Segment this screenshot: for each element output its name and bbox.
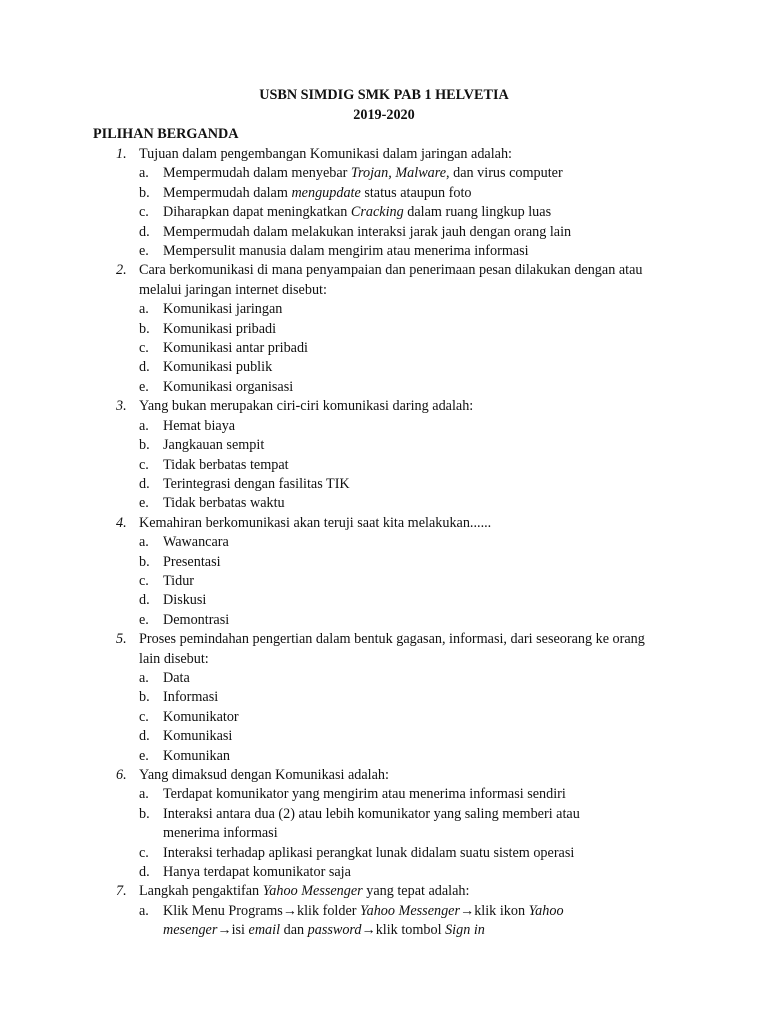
- question-number: 6.: [116, 767, 127, 783]
- option-text: Jangkauan sempit: [163, 437, 265, 454]
- question-row: [0, 514, 768, 533]
- question-item: [0, 145, 768, 261]
- exam-year: 2019-2020: [353, 107, 415, 123]
- answer-option: [0, 320, 768, 339]
- option-text: Komunikan: [163, 747, 230, 764]
- option-list: [0, 164, 768, 261]
- answer-option: [0, 844, 768, 863]
- option-letter: c.: [139, 844, 149, 861]
- option-text: Terintegrasi dengan fasilitas TIK: [163, 475, 350, 492]
- answer-option: [0, 358, 768, 377]
- option-text: Komunikasi: [163, 728, 233, 745]
- option-text: Interaksi terhadap aplikasi perangkat lunak didalam suatu sistem operasi: [163, 844, 575, 861]
- answer-option: [0, 533, 768, 552]
- option-text: Tidur: [163, 572, 195, 589]
- question-number: 7.: [116, 883, 127, 900]
- option-text: Hanya terdapat komunikator saja: [163, 864, 351, 881]
- option-letter: b.: [139, 184, 150, 201]
- question-row: [0, 397, 768, 416]
- option-letter: a.: [139, 417, 149, 434]
- question-item: [0, 882, 768, 940]
- option-letter: e.: [139, 747, 149, 764]
- question-number: 1.: [116, 146, 127, 162]
- option-letter: b.: [139, 805, 150, 822]
- option-text: Komunikasi jaringan: [163, 301, 283, 318]
- question-number: 2.: [116, 262, 127, 279]
- question-number: 5.: [116, 631, 127, 648]
- option-text: Komunikasi publik: [163, 359, 273, 376]
- question-text: Yang dimaksud dengan Komunikasi adalah:: [139, 767, 389, 783]
- option-text: Diharapkan dapat meningkatkan Cracking dalam ruang lingkup luas: [163, 204, 552, 221]
- option-text: Mempermudah dalam mengupdate status ataupun foto: [163, 184, 472, 201]
- answer-option: [0, 688, 768, 707]
- option-letter: c.: [139, 456, 149, 473]
- option-text: Tidak berbatas tempat: [163, 456, 289, 473]
- question-row: [0, 882, 768, 901]
- answer-option: [0, 785, 768, 804]
- option-text: Komunikator: [163, 708, 239, 725]
- option-text: Presentasi: [163, 553, 221, 570]
- question-text: Tujuan dalam pengembangan Komunikasi dalam jaringan adalah:: [139, 146, 512, 162]
- question-item: [0, 514, 768, 630]
- answer-option: [0, 456, 768, 475]
- exam-title: USBN SIMDIG SMK PAB 1 HELVETIA: [259, 87, 509, 103]
- question-list: [0, 145, 768, 941]
- option-text: Wawancara: [163, 534, 229, 551]
- option-letter: a.: [139, 534, 149, 551]
- option-text: Demontrasi: [163, 611, 230, 628]
- option-letter: a.: [139, 301, 149, 318]
- question-text: Yang bukan merupakan ciri-ciri komunikasi daring adalah:: [139, 398, 474, 415]
- option-text: Hemat biaya: [163, 417, 236, 434]
- option-letter: e.: [139, 611, 149, 628]
- option-list: [0, 300, 768, 397]
- option-text: Terdapat komunikator yang mengirim atau menerima informasi sendiri: [163, 786, 566, 803]
- option-list: [0, 669, 768, 766]
- answer-option: [0, 669, 768, 688]
- option-letter: a.: [139, 165, 149, 182]
- option-letter: b.: [139, 437, 150, 454]
- answer-option: [0, 184, 768, 203]
- option-text: Komunikasi pribadi: [163, 320, 277, 337]
- section-title: PILIHAN BERGANDA: [93, 126, 239, 142]
- option-letter: c.: [139, 572, 149, 589]
- answer-option: [0, 378, 768, 397]
- option-list: [0, 785, 768, 882]
- option-text: Data: [163, 669, 190, 686]
- answer-option: [0, 164, 768, 183]
- option-letter: b.: [139, 689, 150, 706]
- question-text: Langkah pengaktifan Yahoo Messenger yang tepat adalah:: [139, 883, 470, 900]
- answer-option: [0, 203, 768, 222]
- option-list: [0, 417, 768, 514]
- option-letter: e.: [139, 378, 149, 395]
- option-list: [0, 533, 768, 630]
- option-letter: a.: [139, 669, 149, 686]
- option-letter: d.: [139, 592, 150, 609]
- option-text: Mempermudah dalam melakukan interaksi jarak jauh dengan orang lain: [163, 223, 572, 240]
- answer-option: [0, 242, 768, 261]
- question-item: [0, 630, 768, 766]
- option-list: [0, 902, 768, 941]
- question-row: [0, 630, 768, 669]
- answer-option: [0, 611, 768, 630]
- option-letter: e.: [139, 495, 149, 512]
- option-letter: c.: [139, 708, 149, 725]
- option-letter: e.: [139, 243, 149, 260]
- option-letter: d.: [139, 864, 150, 881]
- option-text: Informasi: [163, 689, 219, 706]
- question-item: [0, 397, 768, 513]
- answer-option: [0, 863, 768, 882]
- question-text: Kemahiran berkomunikasi akan teruji saat kita melakukan......: [139, 514, 492, 531]
- answer-option: [0, 708, 768, 727]
- option-text: Komunikasi antar pribadi: [163, 340, 308, 357]
- answer-option: [0, 805, 768, 844]
- answer-option: [0, 300, 768, 319]
- option-letter: b.: [139, 320, 150, 337]
- answer-option: [0, 223, 768, 242]
- answer-option: [0, 553, 768, 572]
- option-letter: d.: [139, 475, 150, 492]
- answer-option: [0, 436, 768, 455]
- question-item: [0, 261, 768, 397]
- answer-option: [0, 494, 768, 513]
- question-row: [0, 145, 768, 164]
- option-letter: b.: [139, 553, 150, 570]
- answer-option: [0, 475, 768, 494]
- option-letter: c.: [139, 204, 149, 221]
- answer-option: [0, 572, 768, 591]
- question-number: 3.: [116, 398, 127, 415]
- option-letter: d.: [139, 728, 150, 745]
- option-letter: c.: [139, 340, 149, 357]
- option-text: Klik Menu Programs→klik folder Yahoo Messenger→klik ikon Yahoo mesenger→isi email dan password→klik tombol Sign in: [163, 902, 564, 939]
- question-text: Proses pemindahan pengertian dalam bentuk gagasan, informasi, dari seseorang ke orang lain disebut:: [139, 631, 645, 667]
- option-text: Interaksi antara dua (2) atau lebih komunikator yang saling memberi atau menerima informasi: [163, 805, 580, 842]
- option-letter: a.: [139, 902, 149, 919]
- answer-option: [0, 747, 768, 766]
- option-text: Diskusi: [163, 592, 207, 609]
- question-row: [0, 261, 768, 300]
- option-text: Tidak berbatas waktu: [163, 495, 285, 512]
- answer-option: [0, 591, 768, 610]
- option-text: Mempersulit manusia dalam mengirim atau menerima informasi: [163, 243, 529, 260]
- option-letter: a.: [139, 786, 149, 803]
- option-text: Mempermudah dalam menyebar Trojan, Malware, dan virus computer: [163, 165, 563, 182]
- option-text: Komunikasi organisasi: [163, 378, 294, 395]
- question-item: [0, 766, 768, 882]
- answer-option: [0, 902, 768, 941]
- answer-option: [0, 727, 768, 746]
- answer-option: [0, 417, 768, 436]
- question-number: 4.: [116, 514, 127, 531]
- option-letter: d.: [139, 359, 150, 376]
- question-row: [0, 766, 768, 785]
- question-text: Cara berkomunikasi di mana penyampaian dan penerimaan pesan dilakukan dengan atau melalui jaringan internet disebut:: [139, 262, 643, 298]
- answer-option: [0, 339, 768, 358]
- option-letter: d.: [139, 223, 150, 240]
